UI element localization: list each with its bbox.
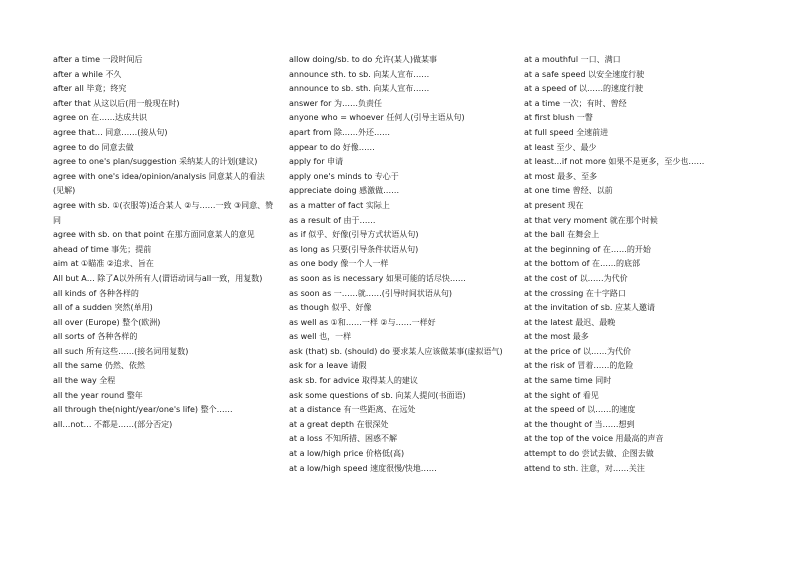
phrase-entry: at the speed of 以……的速度	[524, 405, 636, 415]
phrase-entry: agree that… 同意……(接从句)	[53, 127, 168, 137]
phrase-entry: at the bottom of 在……的底部	[524, 259, 640, 269]
phrase-entry: at first blush 一瞥	[524, 113, 593, 123]
phrase-entry: at the beginning of 在……的开始	[524, 244, 651, 254]
phrase-entry: agree to do 同意去做	[53, 142, 134, 152]
phrase-entry: at a mouthful 一口、满口	[524, 55, 621, 64]
phrase-entry: as soon as 一……就……(引导时间状语从句)	[289, 288, 453, 298]
phrase-entry: announce to sb. sth. 向某人宣布……	[289, 84, 430, 94]
phrase-entry: at a loss 不知所措、困惑不解	[289, 434, 398, 444]
phrase-entry: after all 毕竟；终究	[53, 84, 127, 94]
phrase-entry: appreciate doing 感激做……	[289, 186, 400, 196]
phrase-entry: as one body 像一个人一样	[289, 259, 389, 269]
phrase-entry: all the same 仍然、依然	[53, 361, 145, 371]
phrase-entry: as well 也，一样	[289, 332, 352, 342]
phrase-entry: at least…if not more 如果不是更多，至少也……	[524, 157, 705, 167]
phrase-entry: aim at ①瞄准 ②追求、旨在	[53, 259, 154, 269]
phrase-entry: after that 从这以后(用一般现在时)	[53, 98, 180, 108]
phrase-entry: ahead of time 事先；提前	[53, 244, 152, 254]
phrase-entry: allow doing/sb. to do 允许(某人)做某事	[289, 55, 438, 64]
phrase-entry: at a distance 有一些距离、在远处	[289, 405, 416, 415]
phrase-entry: at the top of the voice 用最高的声音	[524, 434, 664, 444]
phrase-entry: at a speed of 以……的速度行驶	[524, 84, 643, 94]
phrase-entry: at the price of 以……为代价	[524, 346, 631, 356]
phrase-entry: at the ball 在舞会上	[524, 230, 600, 240]
phrase-entry: at the latest 最迟、最晚	[524, 317, 616, 327]
phrase-entry: at a great depth 在很深处	[289, 419, 389, 429]
column-1	[53, 53, 275, 432]
phrase-entry: all such 所有这些……(接名词用复数)	[53, 346, 189, 356]
phrase-entry: all through the(night/year/one's life) 整个……	[53, 405, 233, 415]
phrase-entry: ask for a leave 请假	[289, 361, 367, 371]
phrase-entry: ask (that) sb. (should) do 要求某人应该做某事(虚拟语气)	[289, 346, 503, 356]
column-2	[289, 53, 511, 476]
phrase-entry: at the sight of 看见	[524, 390, 599, 400]
phrase-entry: all…not… 不都是……(部分否定)	[53, 419, 173, 429]
phrase-entry: agree with sb. ①(衣服等)适合某人 ②与……一致 ③同意、赞同	[53, 200, 274, 225]
phrase-entry: as a result of 由于……	[289, 215, 376, 225]
phrase-entry: answer for 为……负责任	[289, 98, 382, 108]
phrase-entry: all the year round 整年	[53, 390, 143, 400]
phrase-entry: as soon as is necessary 如果可能的话尽快……	[289, 273, 466, 283]
phrase-entry: ask some questions of sb. 向某人提问(书面语)	[289, 390, 466, 400]
phrase-entry: at the risk of 冒着……的危险	[524, 361, 634, 371]
phrase-entry: attend to sth. 注意，对……关注	[524, 463, 645, 473]
phrase-entry: as if 似乎、好像(引导方式状语从句)	[289, 230, 419, 240]
phrase-entry: at a safe speed 以安全速度行驶	[524, 69, 645, 79]
phrase-entry: all kinds of 各种各样的	[53, 288, 139, 298]
phrase-entry: at a low/high price 价格低(高)	[289, 449, 405, 459]
phrase-entry: at one time 曾经、以前	[524, 186, 613, 196]
phrase-entry: at least 至少、最少	[524, 142, 597, 152]
phrase-entry: all of a sudden 突然(单用)	[53, 303, 153, 313]
phrase-entry: All but A… 除了A以外所有人(谓语动词与all一致，用复数)	[53, 273, 263, 283]
phrase-entry: all the way 全程	[53, 376, 116, 386]
phrase-entry: apply for 申请	[289, 157, 344, 167]
phrase-entry: at the most 最多	[524, 332, 589, 342]
phrase-entry: at the cost of 以……为代价	[524, 273, 628, 283]
phrase-entry: announce sth. to sb. 向某人宣布……	[289, 69, 430, 79]
phrase-entry: as long as 只要(引导条件状语从句)	[289, 244, 419, 254]
phrase-entry: agree with sb. on that point 在那方面同意某人的意见	[53, 230, 255, 240]
phrase-entry: all sorts of 各种各样的	[53, 332, 138, 342]
phrase-entry: at a low/high speed 速度很慢/快地……	[289, 463, 437, 473]
phrase-entry: at the thought of 当……想到	[524, 419, 635, 429]
phrase-entry: after a while 不久	[53, 69, 122, 79]
phrase-entry: as though 似乎、好像	[289, 303, 372, 313]
phrase-entry: at that very moment 就在那个时候	[524, 215, 658, 225]
phrase-entry: at a time 一次；有时、曾经	[524, 98, 627, 108]
phrase-entry: at the crossing 在十字路口	[524, 288, 626, 298]
phrase-entry: after a time 一段时间后	[53, 55, 143, 64]
phrase-entry: as a matter of fact 实际上	[289, 200, 390, 210]
phrase-entry: attempt to do 尝试去做、企图去做	[524, 449, 654, 459]
phrase-entry: anyone who = whoever 任何人(引导主语从句)	[289, 113, 465, 123]
phrase-entry: apart from 除……外还……	[289, 127, 391, 137]
phrase-entry: agree on 在……达成共识	[53, 113, 147, 123]
phrase-entry: agree with one's idea/opinion/analysis 同意某人的看法(见解)	[53, 171, 265, 196]
phrase-entry: ask sb. for advice 取得某人的建议	[289, 376, 418, 386]
phrase-entry: as well as ①和……一样 ②与……一样好	[289, 317, 436, 327]
phrase-entry: at the invitation of sb. 应某人邀请	[524, 303, 655, 313]
phrase-entry: appear to do 好像……	[289, 142, 375, 152]
column-3	[524, 53, 746, 476]
phrase-entry: at full speed 全速前进	[524, 127, 609, 137]
phrase-entry: at the same time 同时	[524, 376, 612, 386]
phrase-entry: all over (Europe) 整个(欧洲)	[53, 317, 161, 327]
phrase-entry: at most 最多、至多	[524, 171, 598, 181]
phrase-entry: agree to one's plan/suggestion 采纳某人的计划(建议)	[53, 157, 258, 167]
phrase-entry: apply one's minds to 专心于	[289, 171, 399, 181]
phrase-entry: at present 现在	[524, 200, 584, 210]
